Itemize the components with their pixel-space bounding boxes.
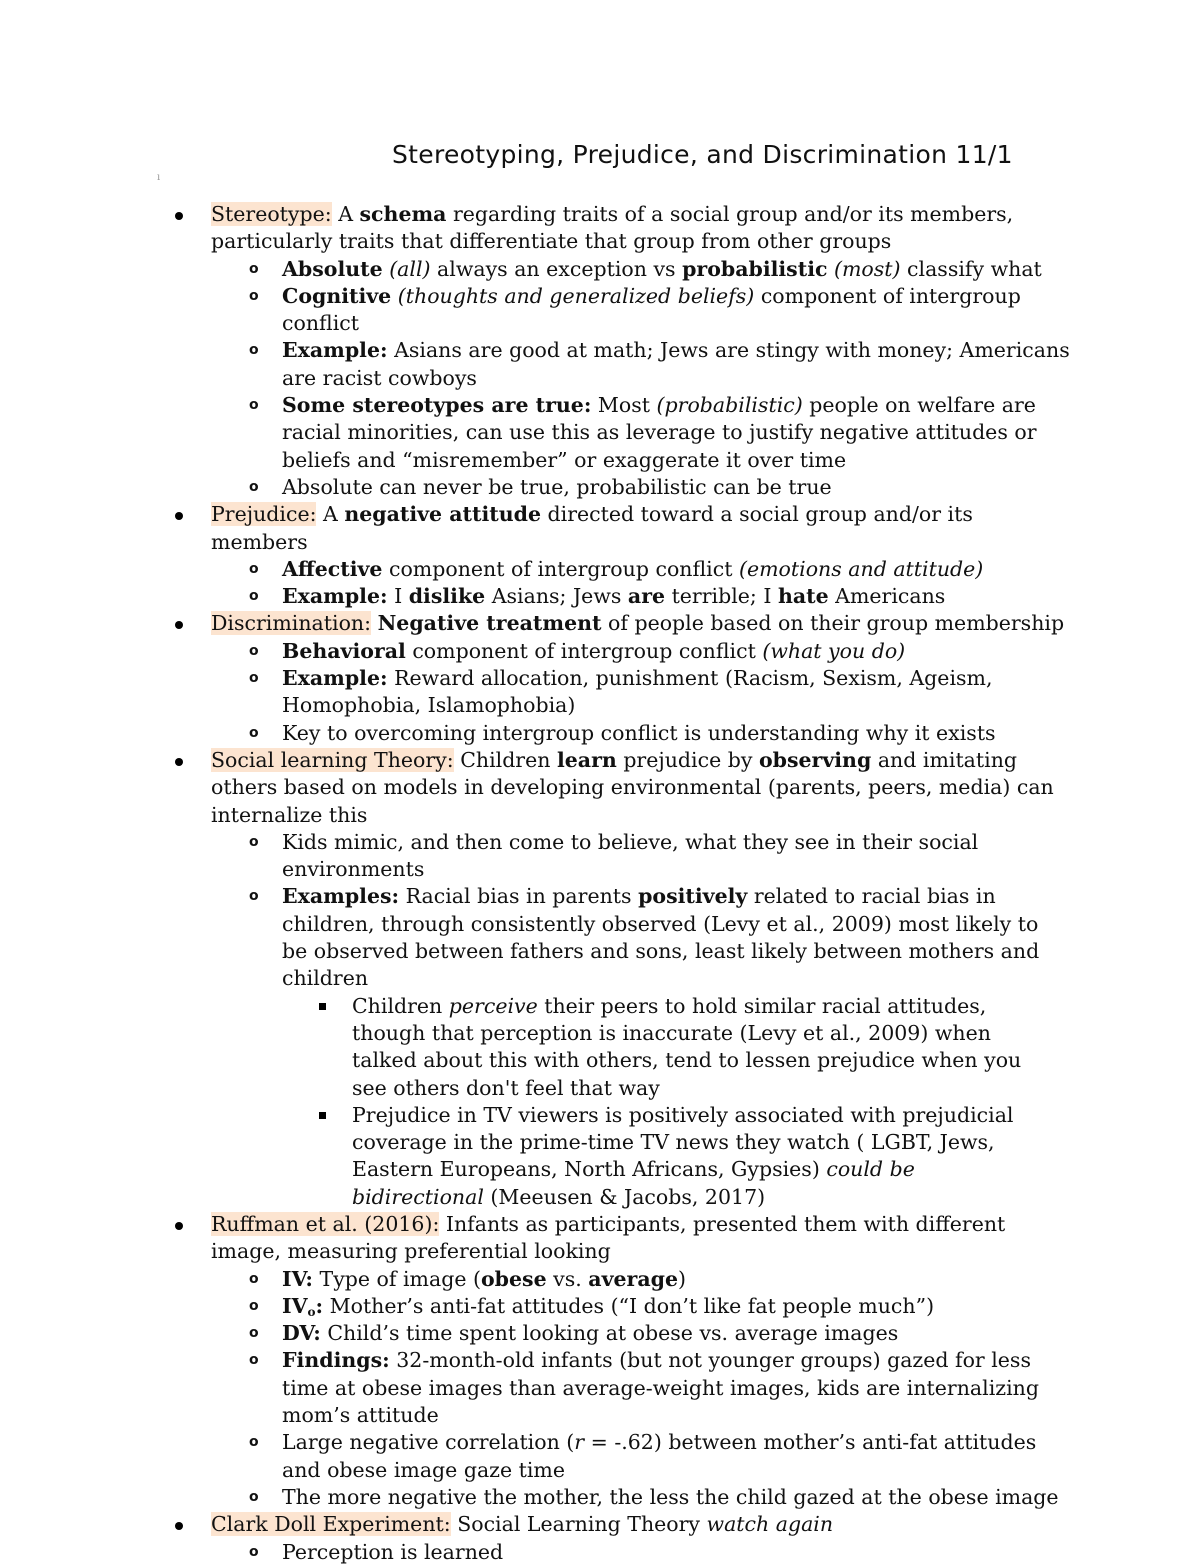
bullet-square bbox=[319, 1003, 326, 1010]
text: I bbox=[387, 584, 409, 609]
bold-text: Absolute bbox=[282, 256, 383, 281]
text: Social Learning Theory bbox=[450, 1512, 707, 1537]
list-item-more-negative bbox=[0, 1484, 1200, 1511]
bullet-o: o bbox=[249, 588, 259, 605]
text: component of intergroup conflict bbox=[405, 638, 763, 663]
bold-text: Findings: bbox=[282, 1348, 390, 1373]
list-item-ivo bbox=[0, 1293, 1200, 1320]
list-item-behavioral bbox=[0, 638, 1200, 665]
text: Kids mimic, and then come to believe, what they see in their social environments bbox=[282, 829, 979, 882]
text: Children bbox=[352, 993, 449, 1018]
list-item-social-learning bbox=[0, 747, 1200, 829]
italic-text: (thoughts and generalized beliefs) bbox=[391, 283, 755, 308]
text: Asians; Jews bbox=[485, 584, 628, 609]
list-item-discrimination bbox=[0, 610, 1200, 637]
bold-text: Behavioral bbox=[282, 638, 406, 663]
bold-text: average bbox=[588, 1266, 678, 1291]
bold-text: Example: bbox=[282, 338, 388, 363]
text: component of intergroup conflict bbox=[282, 283, 1021, 336]
text: regarding traits of a social group and/or its members, particularly traits that differentiate that group from other groups bbox=[211, 202, 1014, 254]
bullet-o: o bbox=[249, 833, 259, 850]
text: Absolute can never be true, probabilistic can be true bbox=[282, 474, 832, 499]
list-item-findings bbox=[0, 1347, 1200, 1429]
bullet-disc bbox=[175, 1222, 183, 1230]
italic-text: (most) bbox=[827, 256, 901, 281]
text: Asians are good at math; Jews are stingy with money; Americans are racist cowboys bbox=[282, 338, 1070, 390]
list-item-stereotype-example bbox=[0, 337, 1200, 392]
list-item-some-true bbox=[0, 392, 1200, 474]
bold-text: dislike bbox=[408, 584, 486, 609]
list-item-correlation bbox=[0, 1429, 1200, 1484]
text: Perception is learned bbox=[282, 1539, 504, 1564]
italic-text: (all) bbox=[382, 256, 431, 281]
bullet-o: o bbox=[249, 1352, 259, 1369]
bold-text: positively bbox=[638, 884, 748, 909]
text: vs. bbox=[546, 1266, 589, 1291]
text: Key to overcoming intergroup conflict is understanding why it exists bbox=[282, 720, 996, 745]
list-item-kids-mimic bbox=[0, 829, 1200, 884]
list-item-affective bbox=[0, 556, 1200, 583]
bullet-o: o bbox=[249, 478, 259, 495]
list-item-perception bbox=[0, 1539, 1200, 1566]
bold-text: : bbox=[315, 1293, 324, 1318]
bullet-o: o bbox=[249, 260, 259, 277]
term-highlight: Social learning Theory: bbox=[211, 747, 454, 772]
text: people on welfare are racial minorities, can use this as leverage to justify negative attitudes or beliefs and “misremember” or exaggerate it over time bbox=[282, 393, 1037, 472]
list-item-tv-prejudice bbox=[0, 1102, 1200, 1211]
term-highlight: Discrimination: bbox=[211, 611, 372, 636]
list-item-stereotype bbox=[0, 201, 1200, 256]
outline-list bbox=[0, 201, 1200, 1566]
italic-text: (probabilistic) bbox=[656, 393, 803, 418]
term-highlight: Stereotype: bbox=[211, 202, 332, 226]
list-item-ruffman bbox=[0, 1211, 1200, 1266]
page-title: Stereotyping, Prejudice, and Discrimination 11/1 bbox=[392, 140, 1013, 169]
term-highlight: Clark Doll Experiment: bbox=[211, 1512, 451, 1537]
margin-mark: ı bbox=[157, 172, 161, 183]
bold-text: learn bbox=[556, 747, 617, 772]
bold-text: Cognitive bbox=[282, 283, 392, 308]
notes-body bbox=[0, 201, 1200, 1566]
italic-text: r bbox=[574, 1430, 585, 1455]
subscript: o bbox=[307, 1304, 316, 1319]
text: prejudice by bbox=[616, 747, 759, 772]
bold-text: IV bbox=[282, 1293, 308, 1318]
bullet-o: o bbox=[249, 1488, 259, 1505]
bullet-o: o bbox=[249, 1297, 259, 1314]
text: Large negative correlation ( bbox=[282, 1430, 575, 1455]
bullet-square bbox=[319, 1112, 326, 1119]
bullet-o: o bbox=[249, 397, 259, 414]
bold-text: observing bbox=[758, 747, 872, 772]
bullet-o: o bbox=[249, 1434, 259, 1451]
list-item-absolute-never bbox=[0, 474, 1200, 501]
text: of people based on their group membership bbox=[601, 611, 1065, 636]
text: Mother’s anti-fat attitudes (“I don’t like fat people much”) bbox=[323, 1293, 935, 1318]
text: directed toward a social group and/or its members bbox=[211, 502, 973, 554]
italic-text: could be bidirectional bbox=[352, 1157, 915, 1209]
bullet-disc bbox=[175, 212, 183, 220]
text: component of intergroup conflict bbox=[382, 556, 739, 581]
bullet-o: o bbox=[249, 342, 259, 359]
bold-text: obese bbox=[481, 1266, 547, 1291]
bold-text: Examples: bbox=[282, 884, 400, 909]
term-highlight: Ruffman et al. (2016): bbox=[211, 1211, 440, 1236]
list-item-dv bbox=[0, 1320, 1200, 1347]
italic-text: (emotions and attitude) bbox=[738, 556, 984, 581]
bold-text: Example: bbox=[282, 584, 388, 609]
bullet-disc bbox=[175, 512, 183, 520]
list-item-prejudice bbox=[0, 501, 1200, 556]
text: 32-month-old infants (but not younger groups) gazed for less time at obese images than average-weight images, kids are internalizing mom’s attitude bbox=[282, 1348, 1039, 1428]
text: terrible; I bbox=[665, 584, 778, 609]
bold-text: probabilistic bbox=[682, 256, 828, 281]
bullet-o: o bbox=[249, 1543, 259, 1560]
text: Americans bbox=[828, 584, 946, 609]
bold-text: Affective bbox=[282, 556, 383, 581]
text: = -.62) between mother’s anti-fat attitudes and obese image gaze time bbox=[282, 1430, 1037, 1482]
text: ) bbox=[678, 1266, 686, 1291]
list-item-prejudice-example bbox=[0, 583, 1200, 610]
bold-text: hate bbox=[777, 584, 829, 609]
term-highlight: Prejudice: bbox=[211, 502, 317, 527]
text: related to racial bias in children, through consistently observed (Levy et al., 2009) most likely to be observed between fathers and sons, least likely between mothers and children bbox=[282, 884, 1040, 991]
bullet-o: o bbox=[249, 724, 259, 741]
list-item-clark bbox=[0, 1511, 1200, 1538]
bullet-disc bbox=[175, 758, 183, 766]
list-item-absolute bbox=[0, 256, 1200, 283]
bullet-o: o bbox=[249, 560, 259, 577]
text: Reward allocation, punishment (Racism, Sexism, Ageism, Homophobia, Islamophobia) bbox=[282, 666, 993, 718]
bold-text: negative attitude bbox=[344, 502, 541, 527]
text: their peers to hold similar racial attitudes, though that perception is inaccurate (Levy et al., 2009) when talked about this with others, tend to lessen prejudice when you see others don't feel that way bbox=[352, 993, 1022, 1100]
italic-text: perceive bbox=[448, 993, 538, 1018]
list-item-discrimination-example bbox=[0, 665, 1200, 720]
text: Prejudice in TV viewers is positively associated with prejudicial coverage in the prime-time TV news they watch ( LGBT, Jews, Eastern Europeans, North Africans, Gypsies) bbox=[352, 1102, 1014, 1182]
text: Type of image ( bbox=[313, 1266, 481, 1291]
text: Most bbox=[591, 393, 657, 418]
text: A bbox=[331, 202, 360, 226]
bullet-o: o bbox=[249, 642, 259, 659]
text: The more negative the mother, the less the child gazed at the obese image bbox=[282, 1484, 1059, 1509]
bold-text: IV: bbox=[282, 1266, 314, 1291]
bold-text: are bbox=[627, 584, 666, 609]
text: and imitating others based on models in developing environmental (parents, peers, media) can internalize this bbox=[211, 747, 1054, 827]
list-item-key bbox=[0, 720, 1200, 747]
bullet-o: o bbox=[249, 670, 259, 687]
text: Children bbox=[453, 747, 557, 772]
text: classify what bbox=[900, 256, 1042, 281]
list-item-examples bbox=[0, 883, 1200, 992]
text: Child’s time spent looking at obese vs. average images bbox=[320, 1321, 899, 1346]
bold-text: DV: bbox=[282, 1321, 321, 1346]
bullet-o: o bbox=[249, 888, 259, 905]
bold-text: schema bbox=[359, 202, 447, 226]
text: Racial bias in parents bbox=[399, 884, 639, 909]
bold-text: Some stereotypes are true: bbox=[282, 393, 592, 418]
bullet-o: o bbox=[249, 287, 259, 304]
italic-text: watch again bbox=[706, 1512, 834, 1537]
text: (Meeusen & Jacobs, 2017) bbox=[483, 1184, 766, 1209]
bullet-disc bbox=[175, 1522, 183, 1530]
list-item-iv bbox=[0, 1266, 1200, 1293]
bold-text: Example: bbox=[282, 666, 388, 691]
bullet-o: o bbox=[249, 1325, 259, 1342]
bullet-disc bbox=[175, 621, 183, 629]
text: A bbox=[316, 502, 345, 527]
italic-text: (what you do) bbox=[762, 638, 906, 663]
list-item-children-perceive bbox=[0, 993, 1200, 1102]
bold-text: Negative treatment bbox=[377, 611, 602, 636]
list-item-cognitive bbox=[0, 283, 1200, 338]
text: Infants as participants, presented them with different image, measuring preferential looking bbox=[211, 1211, 1006, 1264]
bullet-o: o bbox=[249, 1270, 259, 1287]
text: always an exception vs bbox=[430, 256, 683, 281]
